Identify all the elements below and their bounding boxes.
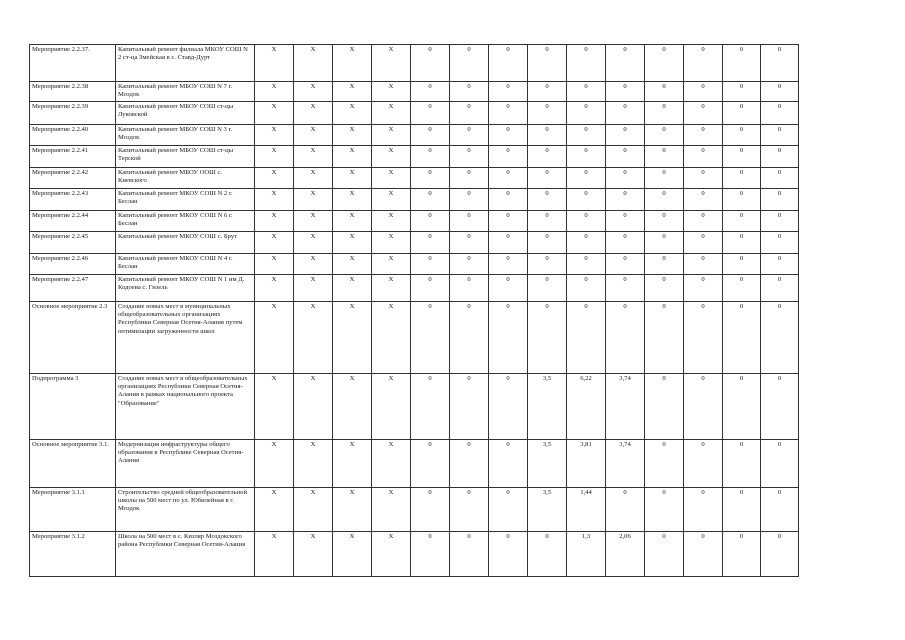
row-name-cell: Модернизация инфраструктуры общего образования в Республике Северная Осетия-Алания: [116, 440, 255, 488]
value-cell: X: [294, 532, 333, 577]
table-row: [30, 82, 799, 102]
value-cell: X: [333, 275, 372, 302]
table-row: [30, 125, 799, 146]
value-cell: 0: [489, 189, 528, 211]
value-cell: 0: [684, 45, 723, 82]
value-cell: 0: [411, 45, 450, 82]
value-cell: X: [333, 254, 372, 275]
value-cell: 0: [723, 168, 761, 189]
row-name-cell: Капитальный ремонт МБОУ СОШ ст-цы Терской: [116, 146, 255, 168]
value-cell: 0: [528, 254, 567, 275]
row-name-cell: Создание новых мест в муниципальных общеобразовательных организациях Республики Северная Осетия-Алания путем оптимизации загруженности школ: [116, 302, 255, 374]
value-cell: 0: [411, 189, 450, 211]
value-cell: X: [333, 440, 372, 488]
value-cell: X: [255, 374, 294, 440]
value-cell: X: [255, 45, 294, 82]
value-cell: 0: [645, 168, 684, 189]
value-cell: X: [333, 488, 372, 532]
value-cell: 0: [684, 374, 723, 440]
value-cell: 0: [411, 232, 450, 254]
value-cell: 0: [450, 125, 489, 146]
value-cell: 0: [606, 189, 645, 211]
value-cell: X: [333, 82, 372, 102]
value-cell: 0: [489, 102, 528, 125]
value-cell: 0: [723, 82, 761, 102]
value-cell: X: [294, 302, 333, 374]
value-cell: 0: [761, 275, 799, 302]
value-cell: 0: [684, 275, 723, 302]
value-cell: 0: [645, 102, 684, 125]
row-id-cell: Мероприятие 2.2.39: [30, 102, 116, 125]
value-cell: 0: [411, 302, 450, 374]
value-cell: 0: [684, 189, 723, 211]
value-cell: 0: [450, 102, 489, 125]
value-cell: X: [372, 440, 411, 488]
row-name-cell: Капитальный ремонт МКОУ СОШ N 2 г. Беслан: [116, 189, 255, 211]
row-id-cell: Мероприятие 2.2.44: [30, 211, 116, 232]
value-cell: 0: [411, 254, 450, 275]
value-cell: 0: [450, 211, 489, 232]
value-cell: 0: [606, 82, 645, 102]
value-cell: 0: [645, 275, 684, 302]
value-cell: 0: [450, 232, 489, 254]
value-cell: 0: [411, 532, 450, 577]
row-id-cell: Мероприятие 2.2.38: [30, 82, 116, 102]
row-id-cell: Мероприятие 2.2.42: [30, 168, 116, 189]
value-cell: 0: [528, 125, 567, 146]
row-name-cell: Капитальный ремонт МКОУ СОШ N 6 г. Беслан: [116, 211, 255, 232]
value-cell: 0: [761, 189, 799, 211]
value-cell: 0: [645, 146, 684, 168]
value-cell: X: [372, 302, 411, 374]
value-cell: 3,74: [606, 374, 645, 440]
value-cell: X: [372, 532, 411, 577]
value-cell: 0: [411, 488, 450, 532]
value-cell: 0: [606, 232, 645, 254]
value-cell: X: [333, 146, 372, 168]
value-cell: 0: [489, 374, 528, 440]
value-cell: 0: [411, 102, 450, 125]
value-cell: 0: [645, 211, 684, 232]
row-name-cell: Создание новых мест в общеобразовательных организациях Республики Северная Осетия-Алания в рамках национального проекта "Образование": [116, 374, 255, 440]
row-name-cell: Капитальный ремонт МКОУ СОШ с. Брут: [116, 232, 255, 254]
value-cell: X: [294, 232, 333, 254]
value-cell: X: [294, 102, 333, 125]
row-id-cell: Мероприятие 2.2.45: [30, 232, 116, 254]
value-cell: 0: [645, 440, 684, 488]
value-cell: 0: [723, 102, 761, 125]
value-cell: 0: [450, 189, 489, 211]
value-cell: 0: [723, 45, 761, 82]
value-cell: 0: [528, 146, 567, 168]
row-name-cell: Школа на 500 мест в с. Кизляр Моздокского района Республики Северная Осетия-Алания: [116, 532, 255, 577]
value-cell: X: [255, 532, 294, 577]
value-cell: 0: [761, 232, 799, 254]
value-cell: 0: [606, 102, 645, 125]
value-cell: X: [294, 275, 333, 302]
table-row: [30, 102, 799, 125]
value-cell: 0: [723, 211, 761, 232]
value-cell: 3,81: [567, 440, 606, 488]
value-cell: 1,3: [567, 532, 606, 577]
value-cell: 0: [411, 82, 450, 102]
value-cell: 0: [723, 254, 761, 275]
value-cell: 0: [567, 102, 606, 125]
row-id-cell: Мероприятие 3.1.2: [30, 532, 116, 577]
value-cell: 0: [450, 532, 489, 577]
value-cell: 3,5: [528, 488, 567, 532]
value-cell: X: [372, 254, 411, 275]
value-cell: 0: [684, 211, 723, 232]
table-row: [30, 45, 799, 82]
value-cell: 0: [567, 254, 606, 275]
value-cell: X: [294, 189, 333, 211]
value-cell: X: [255, 211, 294, 232]
value-cell: 0: [567, 82, 606, 102]
value-cell: 0: [723, 125, 761, 146]
row-id-cell: Мероприятие 2.2.40: [30, 125, 116, 146]
value-cell: 0: [528, 532, 567, 577]
value-cell: X: [333, 102, 372, 125]
value-cell: 0: [684, 125, 723, 146]
value-cell: X: [255, 102, 294, 125]
value-cell: X: [372, 189, 411, 211]
table-row: [30, 254, 799, 275]
table-row: [30, 275, 799, 302]
value-cell: 0: [645, 125, 684, 146]
value-cell: 0: [723, 488, 761, 532]
table-row: [30, 232, 799, 254]
value-cell: 0: [489, 232, 528, 254]
value-cell: X: [372, 168, 411, 189]
value-cell: 0: [761, 532, 799, 577]
value-cell: X: [294, 146, 333, 168]
value-cell: 0: [489, 146, 528, 168]
value-cell: 0: [411, 211, 450, 232]
value-cell: X: [372, 232, 411, 254]
value-cell: X: [255, 232, 294, 254]
row-name-cell: Капитальный ремонт МКОУ СОШ N 1 им Д. Кодоева с. Гизель: [116, 275, 255, 302]
row-id-cell: Мероприятие 2.2.37.: [30, 45, 116, 82]
value-cell: X: [255, 488, 294, 532]
row-id-cell: Основное мероприятие 2.3: [30, 302, 116, 374]
value-cell: X: [333, 211, 372, 232]
value-cell: X: [372, 211, 411, 232]
value-cell: 0: [528, 211, 567, 232]
data-table: [29, 44, 799, 577]
value-cell: 0: [723, 146, 761, 168]
value-cell: 0: [450, 45, 489, 82]
value-cell: 0: [489, 45, 528, 82]
value-cell: X: [372, 146, 411, 168]
value-cell: 0: [645, 532, 684, 577]
value-cell: 0: [723, 532, 761, 577]
value-cell: X: [294, 168, 333, 189]
value-cell: 6,22: [567, 374, 606, 440]
value-cell: 0: [567, 168, 606, 189]
value-cell: 0: [606, 488, 645, 532]
table-row: [30, 168, 799, 189]
value-cell: 0: [684, 532, 723, 577]
value-cell: X: [333, 532, 372, 577]
value-cell: 0: [567, 125, 606, 146]
value-cell: 0: [411, 125, 450, 146]
value-cell: X: [294, 440, 333, 488]
value-cell: X: [255, 168, 294, 189]
value-cell: 0: [411, 168, 450, 189]
value-cell: X: [333, 189, 372, 211]
value-cell: 0: [684, 146, 723, 168]
value-cell: 0: [450, 488, 489, 532]
value-cell: X: [333, 168, 372, 189]
row-name-cell: Капитальный ремонт МБОУ СОШ N 3 г. Моздок: [116, 125, 255, 146]
value-cell: 0: [645, 45, 684, 82]
value-cell: 0: [528, 302, 567, 374]
value-cell: 0: [489, 82, 528, 102]
table-row: [30, 189, 799, 211]
value-cell: 0: [450, 275, 489, 302]
value-cell: 0: [450, 302, 489, 374]
row-id-cell: Мероприятие 3.1.1: [30, 488, 116, 532]
value-cell: 0: [450, 254, 489, 275]
value-cell: 0: [567, 275, 606, 302]
value-cell: 0: [761, 254, 799, 275]
value-cell: 0: [761, 45, 799, 82]
table-row: [30, 146, 799, 168]
value-cell: 1,44: [567, 488, 606, 532]
value-cell: 0: [528, 189, 567, 211]
row-id-cell: Мероприятие 2.2.46: [30, 254, 116, 275]
value-cell: X: [255, 254, 294, 275]
value-cell: 0: [761, 125, 799, 146]
value-cell: X: [294, 488, 333, 532]
value-cell: 0: [723, 374, 761, 440]
value-cell: 0: [761, 374, 799, 440]
value-cell: X: [294, 211, 333, 232]
value-cell: 0: [723, 232, 761, 254]
value-cell: 0: [645, 302, 684, 374]
table-row: [30, 211, 799, 232]
value-cell: 3,5: [528, 374, 567, 440]
value-cell: X: [372, 82, 411, 102]
value-cell: 0: [489, 254, 528, 275]
value-cell: 0: [528, 45, 567, 82]
value-cell: X: [372, 45, 411, 82]
value-cell: 0: [489, 532, 528, 577]
value-cell: 0: [489, 125, 528, 146]
value-cell: 0: [450, 168, 489, 189]
value-cell: X: [372, 374, 411, 440]
value-cell: 0: [528, 232, 567, 254]
value-cell: 0: [528, 102, 567, 125]
value-cell: 0: [684, 82, 723, 102]
value-cell: X: [372, 125, 411, 146]
value-cell: 0: [528, 168, 567, 189]
value-cell: 0: [450, 146, 489, 168]
value-cell: X: [333, 232, 372, 254]
value-cell: X: [372, 488, 411, 532]
value-cell: X: [255, 82, 294, 102]
value-cell: 0: [606, 211, 645, 232]
row-name-cell: Капитальный ремонт МБОУ ООШ с. Киевского: [116, 168, 255, 189]
value-cell: 0: [567, 211, 606, 232]
value-cell: 0: [684, 488, 723, 532]
value-cell: 0: [489, 168, 528, 189]
value-cell: X: [255, 440, 294, 488]
value-cell: 0: [528, 275, 567, 302]
value-cell: 0: [411, 275, 450, 302]
table-row: [30, 440, 799, 488]
value-cell: 0: [489, 211, 528, 232]
value-cell: 0: [489, 302, 528, 374]
value-cell: 0: [567, 189, 606, 211]
value-cell: 0: [606, 146, 645, 168]
value-cell: 0: [761, 440, 799, 488]
value-cell: X: [372, 102, 411, 125]
value-cell: 0: [761, 488, 799, 532]
value-cell: 0: [723, 302, 761, 374]
row-id-cell: Мероприятие 2.2.41: [30, 146, 116, 168]
row-id-cell: Мероприятие 2.2.47: [30, 275, 116, 302]
value-cell: X: [255, 189, 294, 211]
value-cell: 0: [723, 189, 761, 211]
value-cell: 0: [761, 168, 799, 189]
value-cell: 0: [761, 302, 799, 374]
value-cell: 3,5: [528, 440, 567, 488]
value-cell: 2,06: [606, 532, 645, 577]
value-cell: 0: [645, 82, 684, 102]
value-cell: 0: [723, 440, 761, 488]
value-cell: 0: [411, 146, 450, 168]
value-cell: X: [333, 125, 372, 146]
value-cell: 0: [450, 440, 489, 488]
table-row: [30, 532, 799, 577]
value-cell: 0: [684, 254, 723, 275]
row-id-cell: Подпрограмма 3: [30, 374, 116, 440]
value-cell: X: [294, 82, 333, 102]
value-cell: 0: [489, 275, 528, 302]
value-cell: X: [294, 254, 333, 275]
value-cell: 0: [761, 82, 799, 102]
value-cell: 0: [450, 374, 489, 440]
value-cell: 0: [606, 302, 645, 374]
value-cell: 0: [684, 302, 723, 374]
value-cell: 0: [489, 488, 528, 532]
row-name-cell: Капитальный ремонт филиала МКОУ СОШ N 2 ст-ца Змейская в с. Ставд-Дурт: [116, 45, 255, 82]
row-id-cell: Основное мероприятие 3.1.: [30, 440, 116, 488]
row-name-cell: Капитальный ремонт МКОУ СОШ N 4 г. Беслан: [116, 254, 255, 275]
row-name-cell: Капитальный ремонт МБОУ СОШ ст-цы Луковской: [116, 102, 255, 125]
row-name-cell: Строительство средней общеобразовательной школы на 500 мест по ул. Юбилейная в г. Моздок: [116, 488, 255, 532]
value-cell: X: [333, 302, 372, 374]
table-row: [30, 302, 799, 374]
document-sheet: [29, 44, 799, 577]
row-id-cell: Мероприятие 2.2.43: [30, 189, 116, 211]
value-cell: X: [294, 125, 333, 146]
value-cell: 0: [567, 302, 606, 374]
value-cell: 0: [645, 189, 684, 211]
value-cell: 0: [645, 374, 684, 440]
value-cell: 0: [411, 374, 450, 440]
value-cell: 0: [684, 168, 723, 189]
value-cell: 0: [761, 102, 799, 125]
value-cell: 0: [684, 232, 723, 254]
value-cell: X: [255, 125, 294, 146]
value-cell: X: [255, 302, 294, 374]
value-cell: 0: [645, 488, 684, 532]
value-cell: 0: [567, 45, 606, 82]
value-cell: 0: [684, 440, 723, 488]
value-cell: 0: [567, 146, 606, 168]
table-row: [30, 374, 799, 440]
value-cell: X: [372, 275, 411, 302]
value-cell: 0: [645, 254, 684, 275]
value-cell: 0: [606, 168, 645, 189]
value-cell: 0: [723, 275, 761, 302]
value-cell: 0: [684, 102, 723, 125]
value-cell: X: [294, 374, 333, 440]
value-cell: 0: [761, 211, 799, 232]
value-cell: X: [294, 45, 333, 82]
value-cell: 0: [411, 440, 450, 488]
value-cell: 0: [645, 232, 684, 254]
value-cell: X: [333, 45, 372, 82]
row-name-cell: Капитальный ремонт МБОУ СОШ N 7 г. Моздок: [116, 82, 255, 102]
value-cell: 0: [489, 440, 528, 488]
value-cell: X: [255, 146, 294, 168]
value-cell: 0: [606, 254, 645, 275]
value-cell: 3,74: [606, 440, 645, 488]
value-cell: 0: [606, 275, 645, 302]
value-cell: X: [333, 374, 372, 440]
value-cell: 0: [450, 82, 489, 102]
value-cell: 0: [606, 45, 645, 82]
table-row: [30, 488, 799, 532]
value-cell: 0: [606, 125, 645, 146]
value-cell: 0: [567, 232, 606, 254]
value-cell: X: [255, 275, 294, 302]
value-cell: 0: [761, 146, 799, 168]
value-cell: 0: [528, 82, 567, 102]
